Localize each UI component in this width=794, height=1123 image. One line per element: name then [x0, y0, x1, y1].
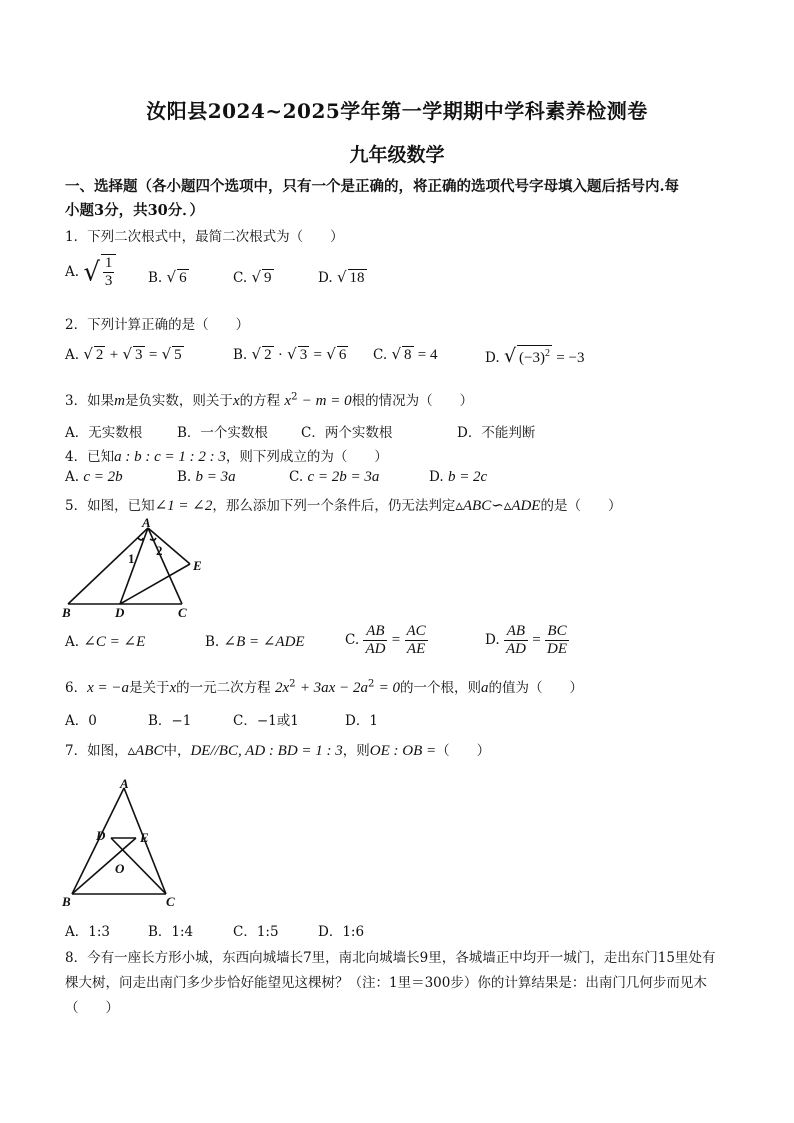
stem-text: 中，: [163, 743, 191, 759]
option-letter: A.: [65, 347, 80, 363]
fraction-numerator: AC: [406, 623, 426, 639]
stem-text: ，那么添加下列一个条件后，仍无法判定: [212, 498, 456, 514]
radicand: 8: [404, 347, 412, 363]
question-8-line1: 8．今有一座长方形小城，东西向城墙长7里，南北向城墙长9里，各城墙正中均开一城门，走出东门15里处有: [65, 950, 716, 966]
condition-expression: DE//BC, AD : BD = 1 : 3: [190, 743, 343, 759]
q7-option-c: C．1:5: [233, 924, 279, 940]
section-heading-line1: 一、选择题（各小题四个选项中，只有一个是正确的，将正确的选项代号字母填入题后括号内.每: [65, 178, 680, 195]
label-angle-1: 1: [128, 551, 135, 566]
radicand: 9: [264, 270, 272, 286]
stem-text: 7．如图，: [65, 743, 128, 759]
q1-option-c: [233, 268, 274, 286]
q2-option-a: [65, 345, 184, 364]
exponent: 2: [545, 348, 550, 359]
operator: ·: [277, 347, 283, 363]
stem-text: 的值为（ ）: [488, 680, 584, 696]
radical-sign: √: [287, 345, 297, 363]
q3-option-a: A．无实数根: [65, 425, 143, 441]
option-expression: ∠B = ∠ADE: [223, 634, 305, 650]
option-letter: D.: [318, 270, 333, 286]
q7-option-b: B．1:4: [148, 924, 194, 940]
q6-option-b: B．−1: [148, 713, 192, 729]
q3-option-c: C．两个实数根: [301, 425, 393, 441]
label-A: A: [142, 518, 151, 530]
label-C: C: [166, 894, 175, 908]
q5-option-d: D. $\frac{AB}{AD}$ = $\frac{BC}{DE}$: [485, 623, 567, 657]
radical-sign: √: [251, 345, 262, 363]
equation-part: = 0: [378, 680, 401, 696]
stem-text: 的一个根，则: [400, 680, 482, 696]
option-expression: ∠C = ∠E: [83, 634, 146, 650]
stem-text: （ ）: [436, 743, 491, 759]
stem-text: 的一元二次方程: [176, 680, 271, 696]
radical-sign: √: [251, 268, 261, 286]
stem-text: 是关于: [129, 680, 170, 696]
fraction-denominator: AE: [406, 641, 426, 657]
question-8-line3: （ ）: [65, 1000, 119, 1016]
option-letter: D.: [485, 350, 500, 366]
option-letter: C.: [233, 270, 248, 286]
radical-sign: √: [166, 268, 177, 286]
option-letter: B.: [205, 634, 220, 650]
radicand: 2: [95, 347, 104, 363]
stem-text: ，则下列成立的为（ ）: [225, 449, 388, 465]
q1-option-a: [65, 254, 116, 290]
radicand: 3: [299, 347, 308, 363]
radicand: 2: [264, 347, 272, 363]
q7-triangle-figure: [58, 778, 188, 908]
equals: =: [148, 347, 158, 363]
angle-condition: ∠1 = ∠2: [154, 498, 213, 514]
question-5-stem: [65, 494, 621, 515]
q6-option-c: C．−1或1: [233, 713, 299, 729]
variable: x: [169, 680, 177, 696]
q2-option-c: [373, 345, 438, 364]
q4-option-a: [65, 469, 123, 486]
label-angle-2: 2: [156, 543, 163, 558]
segment-EB: [72, 838, 136, 894]
radical-sign: √: [336, 268, 347, 286]
radicand: 3: [135, 347, 143, 363]
option-letter: C.: [345, 632, 360, 648]
equals: = −3: [556, 350, 585, 366]
exponent: 2: [367, 678, 375, 690]
q1-option-b: [148, 268, 189, 286]
section-heading-line2: 小题3分，共30分．）: [65, 202, 205, 219]
variable: x: [232, 393, 240, 409]
segment-AC: [148, 528, 182, 604]
radical-sign: √: [503, 345, 517, 367]
option-expression: c = 2b: [83, 469, 123, 485]
stem-text: 根的情况为（ ）: [351, 393, 474, 409]
option-expression: c = 2b = 3a: [307, 469, 380, 485]
page-subtitle: 九年级数学: [349, 144, 445, 166]
radical-sign: √: [83, 345, 93, 363]
q4-option-c: [289, 469, 379, 486]
equation-part: + 3ax − 2a: [299, 680, 368, 696]
stem-text: 是负实数，则关于: [124, 393, 233, 409]
q7-option-d: D．1:6: [318, 924, 365, 940]
option-letter: B.: [148, 270, 163, 286]
label-B: B: [62, 605, 71, 620]
q3-option-d: D．不能判断: [457, 425, 536, 441]
option-letter: A.: [65, 264, 80, 280]
label-D: D: [115, 605, 125, 620]
q5-triangle-figure: [60, 518, 220, 623]
fraction-numerator: AB: [504, 623, 528, 641]
page-title: 汝阳县2024~2025学年第一学期期中学科素养检测卷: [146, 99, 648, 123]
option-letter: A.: [65, 634, 80, 650]
q4-option-b: [177, 469, 236, 486]
similarity-expression: ▵ABC∽▵ADE: [455, 498, 541, 514]
label-C: C: [178, 605, 187, 620]
option-expression: b = 2c: [447, 469, 488, 485]
question-3-stem: [65, 389, 473, 410]
equals: =: [313, 347, 322, 363]
radical-sign: √: [391, 345, 401, 363]
stem-text: 5．如图，已知: [65, 498, 155, 514]
exponent: 2: [289, 678, 296, 690]
q6-option-a: A．0: [65, 713, 97, 729]
equals: = 4: [417, 347, 438, 363]
question-6-stem: [65, 676, 583, 697]
segment-AB: [68, 528, 148, 604]
option-letter: B.: [233, 347, 248, 363]
radical-sign: √: [122, 345, 133, 363]
ratio-expression: a : b : c = 1 : 2 : 3: [114, 449, 226, 465]
question-2-stem: 2．下列计算正确的是（ ）: [65, 317, 250, 333]
radical-sign: √: [161, 345, 172, 363]
stem-text: ，则: [342, 743, 370, 759]
fraction-denominator: DE: [547, 641, 567, 657]
segment-AD: [120, 528, 148, 604]
option-letter: B.: [177, 469, 192, 485]
q6-option-d: D．1: [345, 713, 378, 729]
radicand: 6: [338, 347, 347, 363]
label-E: E: [193, 558, 202, 573]
q3-option-b: B．一个实数根: [177, 425, 268, 441]
label-A: A: [120, 778, 129, 791]
label-B: B: [62, 894, 71, 908]
question-8-line2: 棵大树，问走出南门多少步恰好能望见这棵树？（注：1里＝300步）你的计算结果是：出南门几何步而见木: [65, 975, 707, 991]
option-letter: D.: [429, 469, 444, 485]
angle-1-arc: [138, 538, 143, 540]
label-E: E: [140, 830, 149, 845]
option-expression: b = 3a: [195, 469, 236, 485]
stem-text: 3．如果: [65, 393, 115, 409]
stem-text: 的方程: [239, 393, 281, 409]
triangle-name: ▵ABC: [127, 743, 164, 759]
equation-part: 2x: [274, 680, 290, 696]
variable: a: [481, 680, 489, 696]
option-letter: D.: [485, 632, 500, 648]
q2-option-d: [485, 345, 584, 367]
radicand: 18: [349, 270, 365, 286]
fraction-denominator: 3: [104, 273, 113, 289]
radical-sign: √: [83, 257, 100, 288]
q4-option-d: [429, 469, 487, 486]
variable: m: [114, 393, 125, 409]
question-4-stem: [65, 445, 388, 466]
radicand: (−3): [519, 350, 545, 366]
fraction-numerator: 1: [104, 255, 113, 271]
label-O: O: [115, 861, 125, 876]
ratio-expression: OE : OB =: [369, 743, 437, 759]
operator: +: [109, 347, 119, 363]
question-7-stem: [65, 739, 490, 760]
exponent: 2: [291, 391, 298, 403]
q5-option-c: C. $\frac{AB}{AD}$ = $\frac{AC}{AE}$: [345, 623, 426, 657]
segment-AE: [148, 528, 190, 564]
equation: − m = 0: [301, 393, 352, 409]
radicand: 5: [174, 347, 182, 363]
q5-option-a: [65, 632, 145, 651]
question-1-stem: 1．下列二次根式中，最简二次根式为（ ）: [65, 229, 344, 245]
fraction-numerator: BC: [545, 623, 569, 641]
stem-text: 4．已知: [65, 449, 115, 465]
variable: x: [284, 393, 292, 409]
fraction-denominator: AD: [505, 641, 526, 657]
radical-sign: √: [326, 345, 336, 363]
q2-option-b: [233, 345, 348, 364]
option-letter: A.: [65, 469, 80, 485]
q7-option-a: A．1:3: [65, 924, 110, 940]
radicand: 6: [179, 270, 187, 286]
option-letter: C.: [373, 347, 388, 363]
label-D: D: [96, 828, 106, 843]
stem-text: 6．: [65, 680, 88, 696]
q5-option-b: [205, 632, 305, 651]
q1-option-d: [318, 268, 367, 286]
root-expression: x = −a: [87, 680, 129, 696]
fraction-numerator: AB: [363, 623, 387, 641]
fraction-denominator: AD: [365, 641, 386, 657]
stem-text: 的是（ ）: [540, 498, 622, 514]
option-letter: C.: [289, 469, 304, 485]
